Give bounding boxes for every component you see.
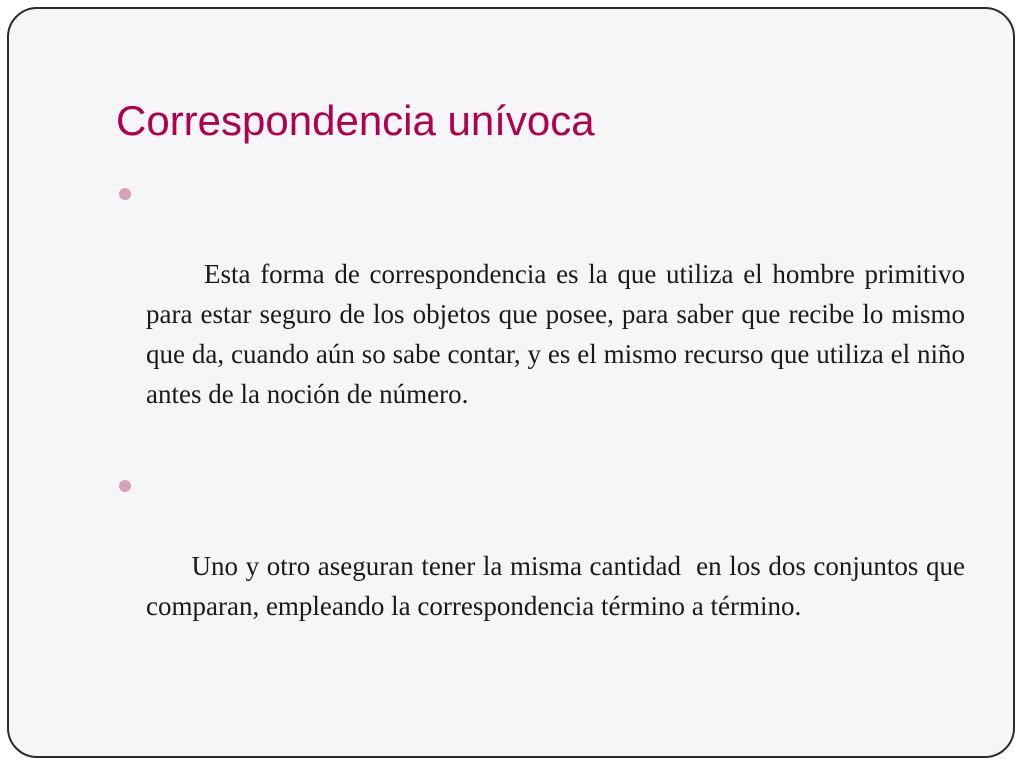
- slide-title: Correspondencia unívoca: [116, 97, 595, 144]
- bullet-text: Esta forma de correspondencia es la que utiliza el hombre primitivo para estar seguro de los objetos que posee, para saber que recibe lo mismo que da, cuando aún so sabe contar, y es el mismo recurso que utiliza el niño antes de la noción de número.: [146, 259, 972, 409]
- bullet-item: [119, 174, 972, 454]
- slide: [7, 7, 1015, 758]
- bullet-list: [119, 174, 972, 678]
- bullet-text: Uno y otro aseguran tener la misma cantidad en los dos conjuntos que comparan, empleando la correspondencia término a término.: [146, 551, 972, 621]
- bullet-dot-icon: [119, 188, 131, 200]
- bullet-item: [119, 466, 972, 666]
- bullet-dot-icon: [119, 480, 131, 492]
